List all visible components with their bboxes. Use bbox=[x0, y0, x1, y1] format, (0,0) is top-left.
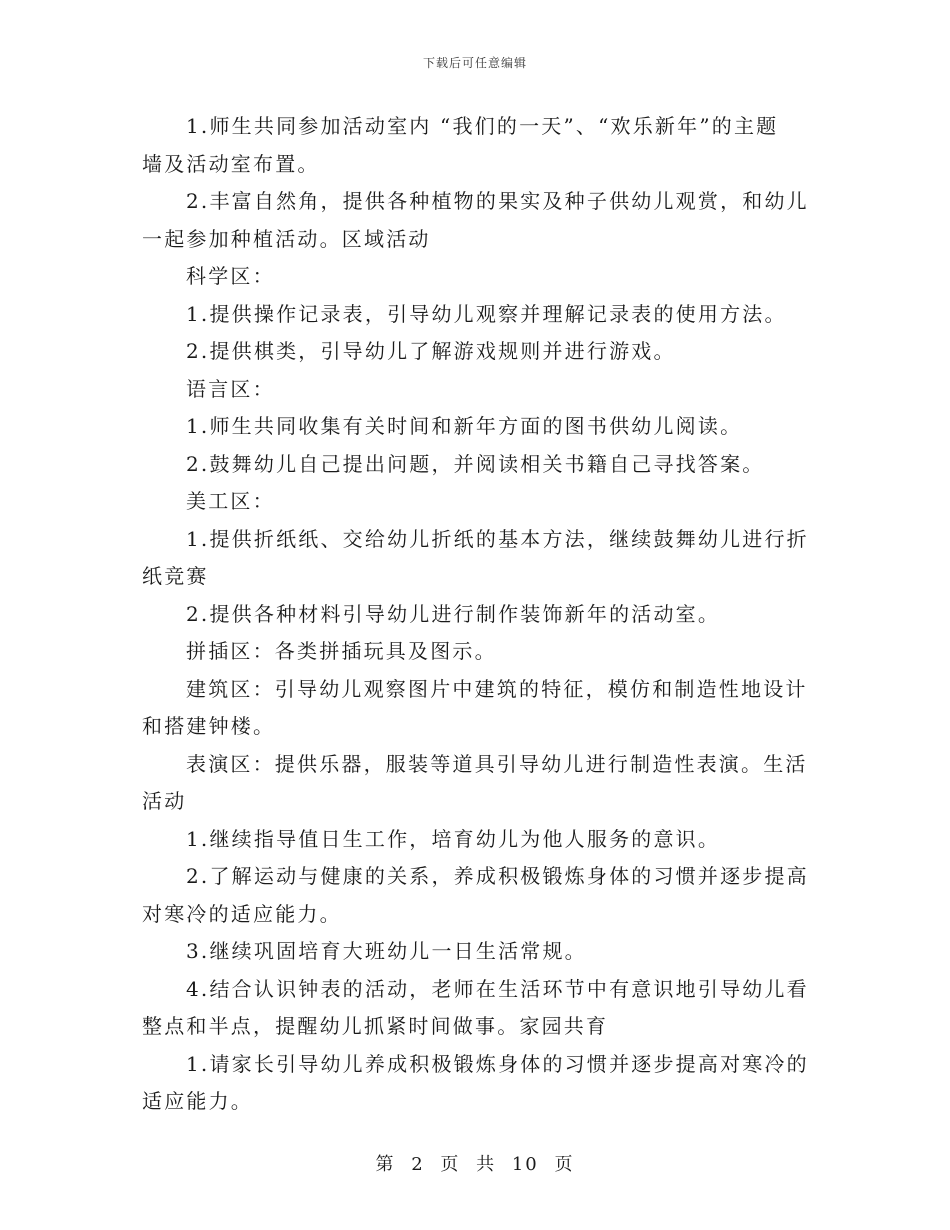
section-heading: 语言区： bbox=[186, 376, 275, 401]
text-line: 和搭建钟楼。 bbox=[142, 714, 276, 738]
text-line: 适应能力。 bbox=[142, 1089, 253, 1113]
text-line: 4.结合认识钟表的活动，老师在生活环节中有意识地引导幼儿看 bbox=[186, 976, 809, 1001]
text-line: 整点和半点，提醒幼儿抓紧时间做事。家园共育 bbox=[142, 1014, 609, 1038]
text-line: 活动 bbox=[142, 789, 187, 813]
text-line: 墙及活动室布置。 bbox=[142, 151, 320, 176]
section-heading: 科学区： bbox=[186, 264, 275, 288]
text-line: 2.了解运动与健康的关系，养成积极锻炼身体的习惯并逐步提高 bbox=[186, 864, 809, 888]
text-line: 2.鼓舞幼儿自己提出问题，并阅读相关书籍自己寻找答案。 bbox=[186, 451, 765, 476]
text-line: 建筑区：引导幼儿观察图片中建筑的特征，模仿和制造性地设计 bbox=[186, 676, 808, 701]
text-line: 1.提供折纸纸、交给幼儿折纸的基本方法，继续鼓舞幼儿进行折 bbox=[186, 526, 809, 551]
text-line: 2.提供各种材料引导幼儿进行制作装饰新年的活动室。 bbox=[186, 601, 721, 626]
section-heading: 美工区： bbox=[186, 489, 275, 513]
text-line: 1.师生共同收集有关时间和新年方面的图书供幼儿阅读。 bbox=[186, 414, 743, 438]
text-line: 1.继续指导值日生工作，培育幼儿为他人服务的意识。 bbox=[186, 826, 721, 851]
page-footer: 第 2 页 共 10 页 bbox=[375, 1154, 575, 1175]
text-line: 3.继续巩固培育大班幼儿一日生活常规。 bbox=[186, 939, 587, 963]
page-header: 下载后可任意编辑 bbox=[422, 56, 527, 70]
text-line: 1.请家长引导幼儿养成积极锻炼身体的习惯并逐步提高对寒冷的 bbox=[186, 1051, 809, 1076]
text-line: 纸竞赛 bbox=[142, 564, 209, 588]
text-line: 2.丰富自然角，提供各种植物的果实及种子供幼儿观赏，和幼儿 bbox=[186, 189, 809, 213]
text-line: 对寒冷的适应能力。 bbox=[142, 901, 342, 926]
text-line: 拼插区：各类拼插玩具及图示。 bbox=[186, 639, 497, 663]
text-line: 表演区：提供乐器，服装等道具引导幼儿进行制造性表演。生活 bbox=[186, 751, 808, 776]
text-line: 一起参加种植活动。区域活动 bbox=[142, 226, 431, 251]
text-line: 2.提供棋类，引导幼儿了解游戏规则并进行游戏。 bbox=[186, 339, 676, 363]
document-body bbox=[142, 108, 810, 1121]
text-line: 1.提供操作记录表，引导幼儿观察并理解记录表的使用方法。 bbox=[186, 301, 787, 326]
text-line: 1.师生共同参加活动室内 “我们的一天”、“欢乐新年”的主题 bbox=[186, 114, 779, 138]
